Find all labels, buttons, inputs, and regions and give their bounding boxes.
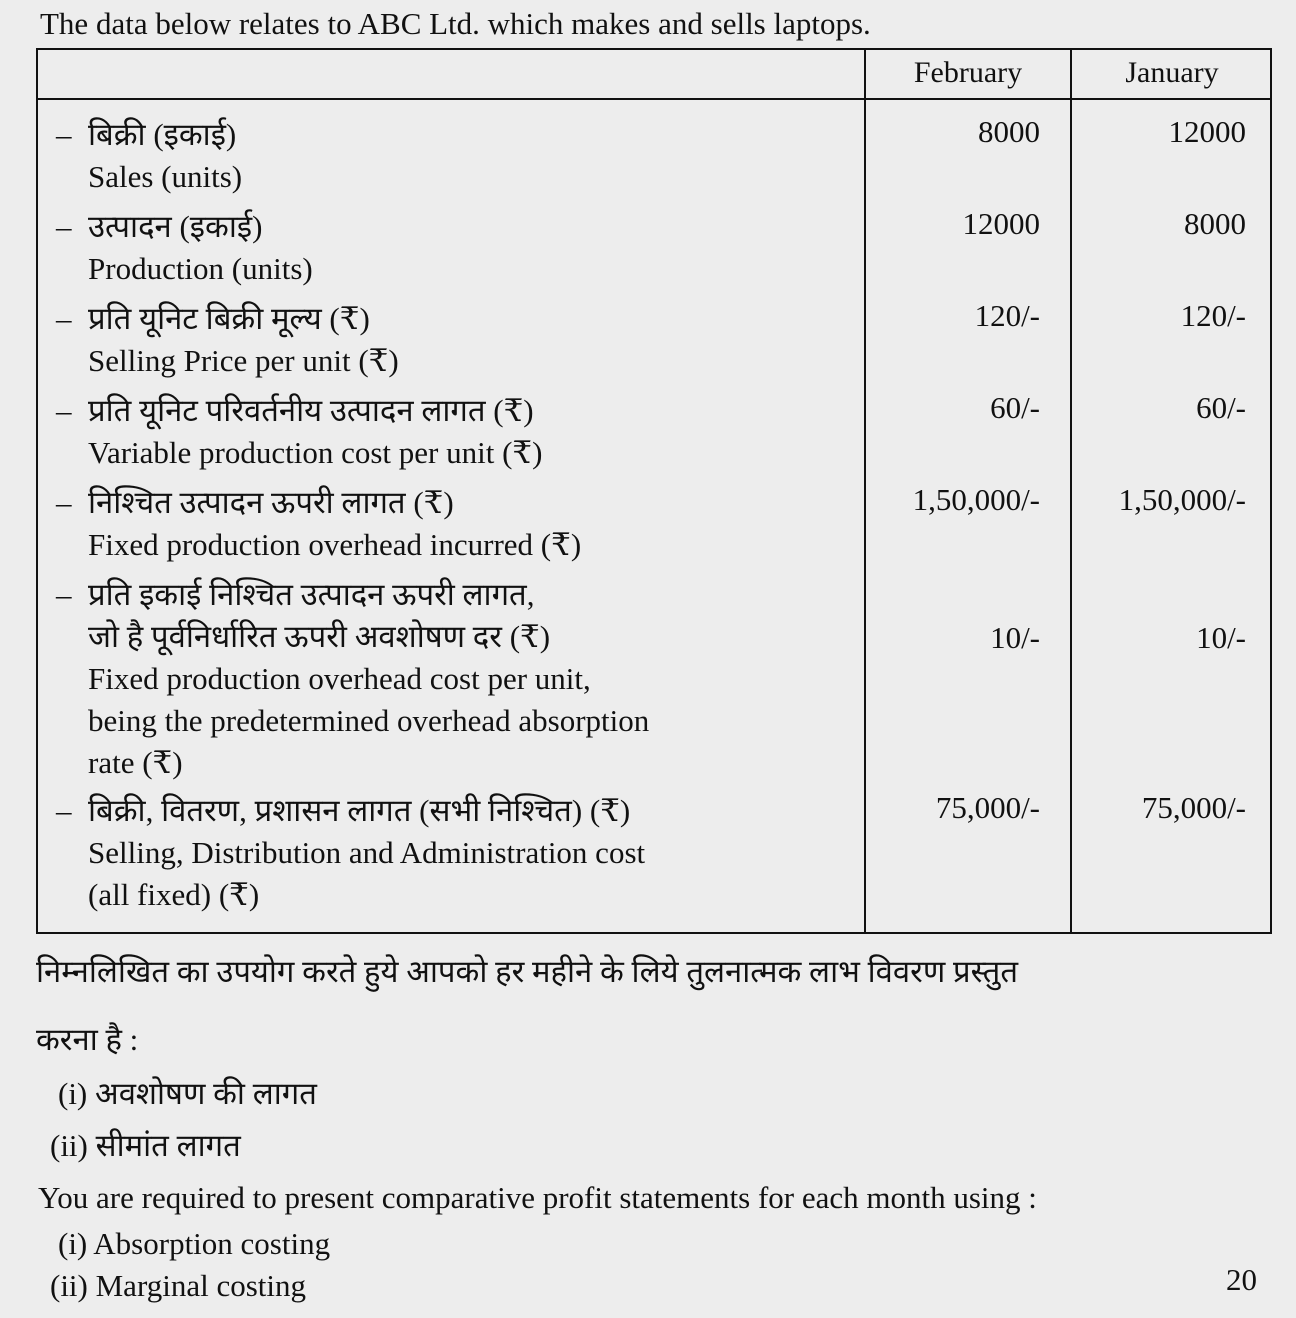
cell-jan-overhead-rate: 10/- (1196, 620, 1246, 655)
cell-jan-selling-price: 120/- (1180, 298, 1246, 333)
english-item-1: (i) Absorption costing (58, 1226, 331, 1261)
header-january: January (1125, 56, 1219, 89)
label-english: Selling Price per unit (₹) (88, 343, 399, 378)
header-divider (38, 98, 1270, 100)
row-label-fixed-overhead: – निश्चित उत्पादन ऊपरी लागत (₹) Fixed production overhead incurred (₹) (56, 482, 581, 566)
label-hindi-cont: जो है पूर्वनिर्धारित ऊपरी अवशोषण दर (₹) (88, 619, 551, 654)
data-table (36, 48, 1272, 934)
row-label-overhead-rate: – प्रति इकाई निश्चित उत्पादन ऊपरी लागत, जो है पूर्वनिर्धारित ऊपरी अवशोषण दर (₹) Fixed production overhead cost per unit, being the predetermined overhead absorption rate (₹) (56, 574, 649, 784)
label-english-cont: being the predetermined overhead absorption (88, 703, 650, 738)
hindi-question-line2: करना है : (36, 1022, 139, 1057)
label-hindi: बिक्री (इकाई) (88, 117, 237, 152)
cell-jan-production: 8000 (1184, 206, 1246, 241)
column-divider-1 (864, 50, 866, 932)
row-label-production: – उत्पादन (इकाई) Production (units) (56, 206, 313, 290)
row-label-sales: – बिक्री (इकाई) Sales (units) (56, 114, 242, 198)
column-divider-2 (1070, 50, 1072, 932)
row-label-selling-price: – प्रति यूनिट बिक्री मूल्य (₹) Selling Price per unit (₹) (56, 298, 399, 382)
hindi-item-2: (ii) सीमांत लागत (50, 1128, 241, 1163)
label-english-cont: (all fixed) (₹) (88, 877, 260, 912)
label-hindi: प्रति यूनिट बिक्री मूल्य (₹) (88, 301, 370, 336)
cell-jan-sales: 12000 (1168, 114, 1246, 149)
intro-text: The data below relates to ABC Ltd. which makes and sells laptops. (40, 6, 871, 41)
page-number: 20 (1226, 1262, 1257, 1297)
cell-feb-overhead-rate: 10/- (990, 620, 1040, 655)
cell-feb-sda-cost: 75,000/- (935, 790, 1040, 825)
hindi-question-line1: निम्नलिखित का उपयोग करते हुये आपको हर महीने के लिये तुलनात्मक लाभ विवरण प्रस्तुत (36, 954, 1019, 989)
label-hindi: निश्चित उत्पादन ऊपरी लागत (₹) (88, 485, 454, 520)
cell-feb-fixed-overhead: 1,50,000/- (912, 482, 1040, 517)
english-item-2: (ii) Marginal costing (50, 1268, 306, 1303)
label-english: Variable production cost per unit (₹) (88, 435, 543, 470)
row-label-sda-cost: – बिक्री, वितरण, प्रशासन लागत (सभी निश्चित) (₹) Selling, Distribution and Administration cost (all fixed) (₹) (56, 790, 645, 916)
label-hindi: प्रति इकाई निश्चित उत्पादन ऊपरी लागत, (88, 577, 535, 612)
cell-feb-selling-price: 120/- (974, 298, 1040, 333)
cell-feb-variable-cost: 60/- (990, 390, 1040, 425)
label-english: Sales (units) (88, 159, 243, 194)
label-hindi: बिक्री, वितरण, प्रशासन लागत (सभी निश्चित) (₹) (88, 793, 631, 828)
row-label-variable-cost: – प्रति यूनिट परिवर्तनीय उत्पादन लागत (₹) Variable production cost per unit (₹) (56, 390, 542, 474)
header-february: February (913, 56, 1023, 89)
english-question-line1: You are required to present comparative profit statements for each month using : (38, 1180, 1037, 1215)
cell-jan-variable-cost: 60/- (1196, 390, 1246, 425)
cell-jan-sda-cost: 75,000/- (1141, 790, 1246, 825)
cell-feb-production: 12000 (962, 206, 1040, 241)
cell-feb-sales: 8000 (978, 114, 1040, 149)
hindi-item-1: (i) अवशोषण की लागत (58, 1076, 317, 1111)
label-english: Production (units) (88, 251, 313, 286)
cell-jan-fixed-overhead: 1,50,000/- (1118, 482, 1246, 517)
label-hindi: उत्पादन (इकाई) (88, 209, 263, 244)
label-english-cont2: rate (₹) (88, 745, 183, 780)
label-hindi: प्रति यूनिट परिवर्तनीय उत्पादन लागत (₹) (88, 393, 534, 428)
label-english: Fixed production overhead cost per unit, (88, 661, 591, 696)
label-english: Selling, Distribution and Administration cost (88, 835, 646, 870)
label-english: Fixed production overhead incurred (₹) (88, 527, 582, 562)
